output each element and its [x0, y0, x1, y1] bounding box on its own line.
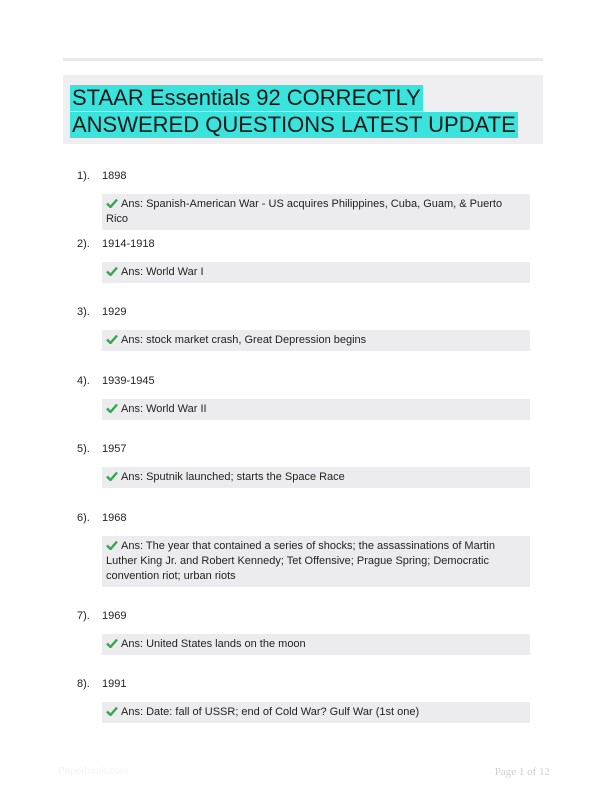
answer-text: Ans: United States lands on the moon [121, 638, 306, 650]
answer-box [102, 536, 530, 587]
check-icon [106, 334, 118, 344]
document-title-text: STAAR Essentials 92 CORRECTLY ANSWERED QUESTIONS LATEST UPDATE [72, 85, 516, 137]
question-number: 6). [77, 512, 90, 524]
answer-box [102, 399, 530, 420]
question-text: 1929 [102, 306, 127, 318]
check-icon [106, 403, 118, 413]
check-icon [106, 198, 118, 208]
title-box [63, 75, 543, 144]
answer-box [102, 330, 530, 351]
answer-box [102, 194, 530, 230]
question-text: 1898 [102, 170, 127, 182]
question-text: 1968 [102, 512, 127, 524]
question-number: 8). [77, 678, 90, 690]
check-icon [106, 638, 118, 648]
question-text: 1957 [102, 443, 127, 455]
page-number: Page 1 of 12 [494, 766, 550, 778]
question-text: 1914-1918 [102, 238, 155, 250]
answer-text: Ans: World War I [121, 266, 204, 278]
answer-box [102, 702, 530, 723]
document-title [70, 84, 520, 138]
answer-text: Ans: stock market crash, Great Depression begins [121, 334, 367, 346]
question-number: 3). [77, 306, 90, 318]
answer-box [102, 467, 530, 488]
answer-box [102, 634, 530, 655]
answer-text: Ans: The year that contained a series of shocks; the assassinations of Martin Luther King Jr. and Robert Kennedy; Tet Offensive; Prague Spring; Democratic convention riot; urban riots [106, 540, 495, 582]
answer-text: Ans: World War II [121, 403, 207, 415]
question-number: 1). [77, 170, 90, 182]
answer-text: Ans: Spanish-American War - US acquires Philippines, Cuba, Guam, & Puerto Rico [106, 198, 503, 225]
question-text: 1969 [102, 610, 127, 622]
question-number: 4). [77, 375, 90, 387]
question-text: 1991 [102, 678, 127, 690]
question-number: 7). [77, 610, 90, 622]
answer-text: Ans: Date: fall of USSR; end of Cold War? Gulf War (1st one) [121, 706, 420, 718]
footer-watermark: Paperbank.com [58, 766, 129, 777]
check-icon [106, 471, 118, 481]
question-text: 1939-1945 [102, 375, 155, 387]
check-icon [106, 266, 118, 276]
answer-box [102, 262, 530, 283]
question-number: 2). [77, 238, 90, 250]
check-icon [106, 706, 118, 716]
answer-text: Ans: Sputnik launched; starts the Space Race [121, 471, 345, 483]
question-number: 5). [77, 443, 90, 455]
top-divider [63, 58, 543, 61]
check-icon [106, 540, 118, 550]
